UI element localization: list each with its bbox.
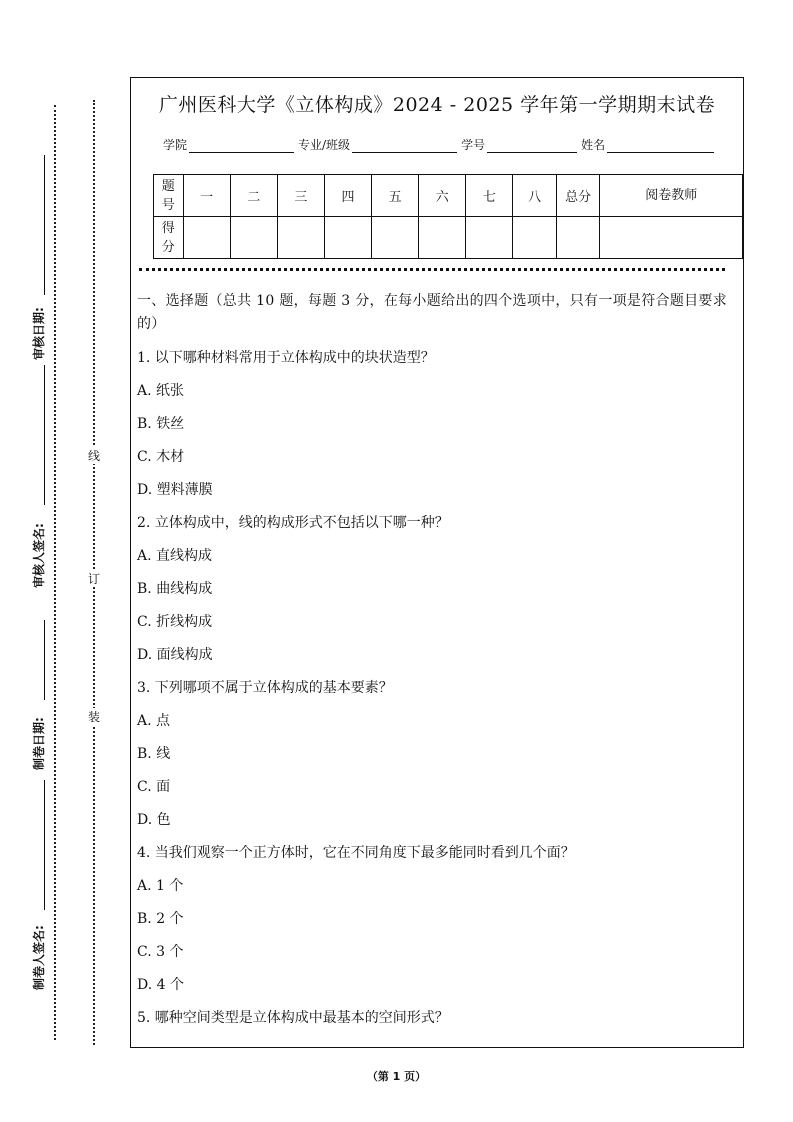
score-table xyxy=(153,174,743,259)
question-stem: 1. 以下哪种材料常用于立体构成中的块状造型？ xyxy=(137,350,435,366)
score-cell[interactable] xyxy=(372,217,419,259)
col-header: 二 xyxy=(230,175,277,217)
page-number: （第 1 页） xyxy=(366,1070,427,1083)
field-college-blank[interactable] xyxy=(189,140,294,153)
audit-date-label: 审核日期: xyxy=(32,307,46,360)
auditor-signature-label: 审核人签名: xyxy=(32,523,46,588)
question-stem: 2. 立体构成中，线的构成形式不包括以下哪一种？ xyxy=(137,515,449,531)
row-label-score: 得分 xyxy=(154,217,184,259)
field-name-blank[interactable] xyxy=(607,140,714,153)
question-stem: 3. 下列哪项不属于立体构成的基本要素？ xyxy=(137,680,393,696)
signature-line xyxy=(44,155,45,295)
field-major-label: 专业/班级 xyxy=(298,138,351,152)
option: D. 色 xyxy=(137,812,171,828)
option: B. 2 个 xyxy=(137,911,184,927)
option: C. 3 个 xyxy=(137,944,184,960)
score-cell[interactable] xyxy=(277,217,324,259)
exam-frame xyxy=(130,77,744,1048)
col-header: 五 xyxy=(372,175,419,217)
option: C. 面 xyxy=(137,779,171,795)
col-header: 四 xyxy=(324,175,371,217)
maker-signature-label: 制卷人签名: xyxy=(32,925,46,990)
option: B. 曲线构成 xyxy=(137,581,213,597)
option: D. 塑料薄膜 xyxy=(137,482,213,498)
col-header: 一 xyxy=(183,175,230,217)
score-cell[interactable] xyxy=(419,217,466,259)
option: C. 折线构成 xyxy=(137,614,213,630)
option: B. 线 xyxy=(137,746,171,762)
exam-title: 广州医科大学《立体构成》2024 - 2025 学年第一学期期末试卷 xyxy=(158,94,716,116)
binding-mark-line: 线 xyxy=(87,449,100,463)
score-cell[interactable] xyxy=(230,217,277,259)
field-college-label: 学院 xyxy=(163,138,188,152)
score-cell[interactable] xyxy=(183,217,230,259)
score-cell[interactable] xyxy=(324,217,371,259)
question-stem: 5. 哪种空间类型是立体构成中最基本的空间形式？ xyxy=(137,1010,449,1026)
field-id-blank[interactable] xyxy=(487,140,577,153)
col-header-total: 总分 xyxy=(556,175,600,217)
option: C. 木材 xyxy=(137,449,185,465)
signature-line xyxy=(44,780,45,910)
option: D. 面线构成 xyxy=(137,647,213,663)
option: A. 纸张 xyxy=(137,383,185,399)
maker-date-label: 制卷日期: xyxy=(32,717,46,770)
binding-mark-install: 装 xyxy=(87,710,100,724)
score-cell-grader[interactable] xyxy=(600,217,743,259)
score-cell-total[interactable] xyxy=(556,217,600,259)
col-header: 六 xyxy=(419,175,466,217)
field-id-label: 学号 xyxy=(461,138,486,152)
option: A. 1 个 xyxy=(137,878,184,894)
option: B. 铁丝 xyxy=(137,416,185,432)
option: A. 直线构成 xyxy=(137,548,213,564)
score-cell[interactable] xyxy=(513,217,557,259)
question-stem: 4. 当我们观察一个正方体时，它在不同角度下最多能同时看到几个面？ xyxy=(137,845,575,861)
col-header-grader: 阅卷教师 xyxy=(600,175,743,217)
student-info-row xyxy=(163,136,718,153)
score-header-row xyxy=(154,175,743,217)
binding-mark-order: 订 xyxy=(87,572,100,586)
score-value-row xyxy=(154,217,743,259)
row-label-question-no: 题号 xyxy=(154,175,184,217)
left-dotted-rule xyxy=(54,105,56,1040)
dotted-separator xyxy=(139,268,725,271)
signature-line xyxy=(44,620,45,700)
col-header: 三 xyxy=(277,175,324,217)
option: D. 4 个 xyxy=(137,977,184,993)
option: A. 点 xyxy=(137,713,171,729)
col-header: 七 xyxy=(466,175,513,217)
score-cell[interactable] xyxy=(466,217,513,259)
col-header: 八 xyxy=(513,175,557,217)
field-name-label: 姓名 xyxy=(581,138,606,152)
section-heading: 一、选择题（总共 10 题，每题 3 分，在每小题给出的四个选项中，只有一项是符合题目要求的） xyxy=(137,293,728,332)
field-major-blank[interactable] xyxy=(352,140,457,153)
signature-line xyxy=(44,365,45,505)
